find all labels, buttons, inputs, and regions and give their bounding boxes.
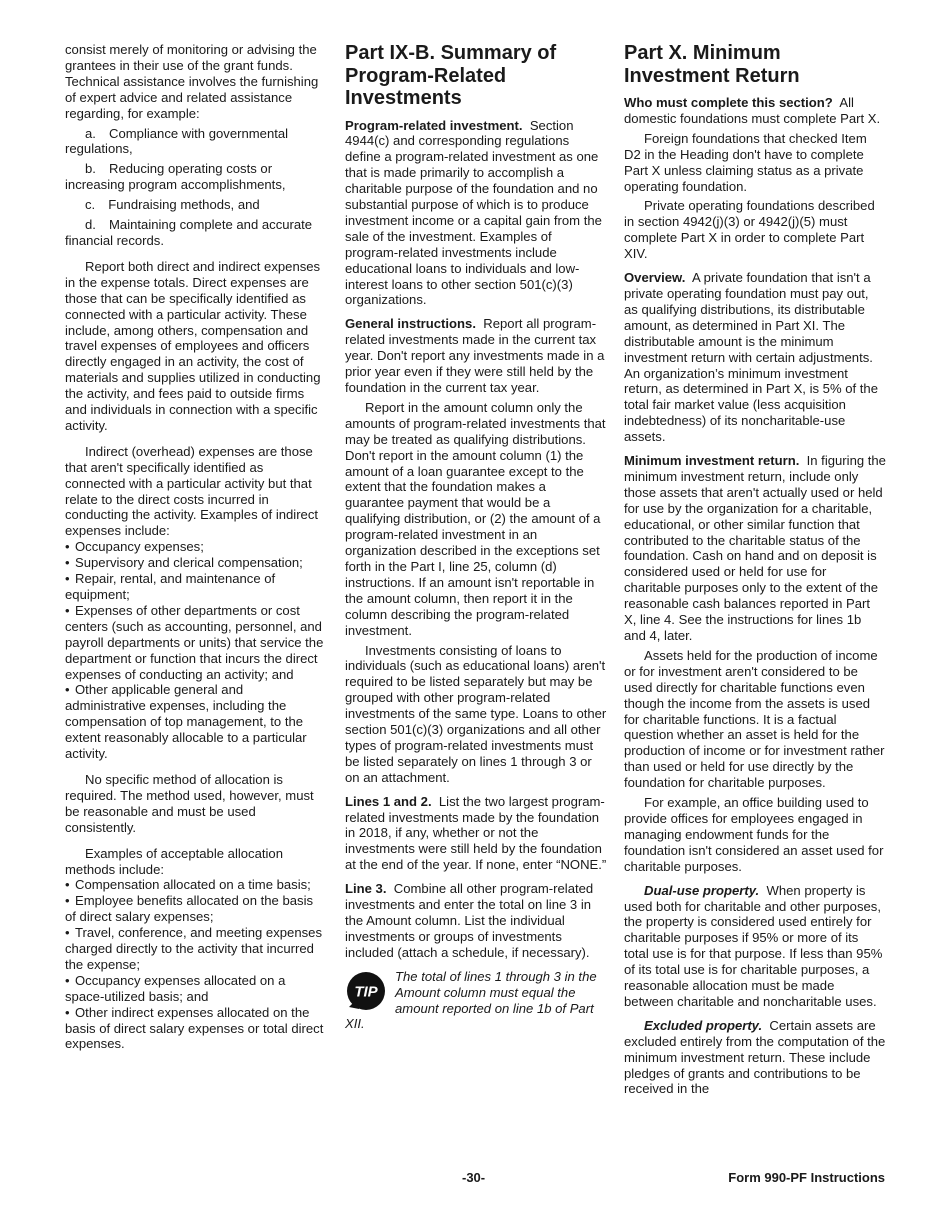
section-heading: Part IX-B. Summary of Program-Related Investments bbox=[345, 42, 557, 109]
bullet-item: • Occupancy expenses; bbox=[65, 539, 327, 555]
run-in-heading: Program-related investment. bbox=[345, 117, 523, 133]
paragraph: Line 3. Combine all other program-related investments and enter the total on line 3 in the Amount column. List the individual investments or groups of investments included (attach a schedule, if necessary). bbox=[345, 881, 594, 960]
list-item-c: c. Fundraising methods, and bbox=[85, 197, 260, 213]
bullet-item: • Compensation allocated on a time basis; bbox=[65, 877, 327, 893]
paragraph: Report both direct and indirect expenses in the expense totals. Direct expenses are those that can be specifically identified as connected with a particular activity. These include, among others, compensation and travel expenses of employees and officers directly engaged in an activity, the cost of materials and supplies utilized in conducting the activity, and fees paid to outside firms and individuals in connection with a specific activity. bbox=[65, 258, 321, 433]
run-in-heading: Overview. bbox=[624, 270, 686, 286]
tip-text: The total of lines 1 through 3 in the Amount column must equal the amount reported on line 1b of Part XII. bbox=[345, 968, 597, 1032]
run-in-heading: Lines 1 and 2. bbox=[345, 793, 432, 809]
paragraph: Dual-use property. When property is used both for charitable and other purposes, the property is considered used entirely for charitable purposes if 95% or more of its total use is for that purpose. If less than 95% of its total use is for charitable purposes, a reasonable allocation must be made between charitable and noncharitable uses. bbox=[624, 882, 883, 1009]
bullet-item: • Supervisory and clerical compensation; bbox=[65, 555, 327, 571]
paragraph: General instructions. Report all program-related investments made in the current tax year. Don't report any investments made in a prior year even if they were still held by the foundation in the current tax year. bbox=[345, 316, 605, 395]
bullet-item: • Other indirect expenses allocated on the basis of direct salary expenses or total direct expenses. bbox=[65, 1005, 327, 1053]
list-item-d: d. Maintaining complete and accurate financial records. bbox=[65, 217, 313, 248]
paragraph: Excluded property. Certain assets are excluded entirely from the computation of the minimum investment return. These include pledges of grants and contributions to be received in the bbox=[624, 1017, 886, 1097]
tip-box bbox=[345, 969, 607, 1033]
paragraph: Program-related investment. Section 4944(c) and corresponding regulations define a program-related investment as one that is made primarily to accomplish a charitable purpose of the foundation and no substantial purpose of which is to produce investment income or a capital gain from the sale of the investment. Examples of program-related investments include educational loans to individuals and low-interest loans to other section 501(c)(3) organizations. bbox=[345, 117, 602, 308]
paragraph: Foreign foundations that checked Item D2 in the Heading don't have to complete Part X unless claiming status as a private operating foundation. bbox=[624, 130, 867, 194]
column-right bbox=[624, 42, 886, 1097]
form-title: Form 990-PF Instructions bbox=[728, 1170, 885, 1185]
paragraph: Examples of acceptable allocation methods include: bbox=[65, 845, 283, 877]
list-item-b: b. Reducing operating costs or increasing program accomplishments, bbox=[65, 161, 286, 193]
paragraph: For example, an office building used to provide offices for employees engaged in managing endowment funds for the foundation isn't considered an asset used for charitable purposes. bbox=[624, 795, 884, 874]
bullet-item: • Expenses of other departments or cost centers (such as accounting, personnel, and payroll departments or units) that service the department or function that incurs the direct expenses of conducting an activity; and bbox=[65, 603, 327, 683]
run-in-heading: General instructions. bbox=[345, 316, 476, 332]
paragraph: Lines 1 and 2. List the two largest program-related investments made by the foundation in 2018, if any, whether or not the investments were still held by the foundation at the end of the year. If none, enter “NONE.” bbox=[345, 793, 607, 873]
list-item-a: a. Compliance with governmental regulations, bbox=[65, 125, 289, 157]
bullet-item: • Occupancy expenses allocated on a space-utilized basis; and bbox=[65, 973, 327, 1005]
run-in-heading: Line 3. bbox=[345, 881, 387, 897]
paragraph: Indirect (overhead) expenses are those that aren't specifically identified as connected with a particular activity but that relate to the direct costs incurred in conducting the activity. Examples of indirect expenses include: bbox=[65, 443, 319, 539]
bullet-item: • Travel, conference, and meeting expenses charged directly to the activity that incurred the expense; bbox=[65, 925, 327, 973]
tip-icon bbox=[345, 969, 387, 1013]
bullet-item: • Employee benefits allocated on the basis of direct salary expenses; bbox=[65, 893, 327, 925]
paragraph: consist merely of monitoring or advising the grantees in their use of the grant funds. Technical assistance involves the furnishing of expert advice and related assistance regarding, for example: bbox=[65, 42, 319, 121]
paragraph: Private operating foundations described in section 4942(j)(3) or 4942(j)(5) must complete Part X in order to complete Part XIV. bbox=[624, 198, 875, 262]
bullet-item: • Other applicable general and administrative expenses, including the compensation of top management, to the extent reasonably allocable to a particular activity. bbox=[65, 682, 327, 762]
run-in-heading: Who must complete this section? bbox=[624, 95, 833, 110]
run-in-heading: Excluded property. bbox=[644, 1017, 763, 1033]
column-middle bbox=[345, 42, 607, 1032]
run-in-heading: Minimum investment return. bbox=[624, 453, 800, 469]
paragraph: Minimum investment return. In figuring the minimum investment return, include only those assets that aren't actually used or held for use by the organization for a charitable, educational, or other similar function that contributed to the charitable status of the foundation. Cash on hand and on deposit is considered used or held for use for charitable purposes only to the extent of the reasonable cash balances reported in Part X, line 4. See the instructions for lines 1b and 4, later. bbox=[624, 453, 886, 643]
bullet-item: • Repair, rental, and maintenance of equipment; bbox=[65, 571, 327, 603]
column-left bbox=[65, 42, 327, 1052]
page-number: -30- bbox=[462, 1170, 486, 1185]
paragraph: Overview. A private foundation that isn't a private operating foundation must pay out, as qualifying distributions, its distributable amount, as determined in Part XI. The distributable amount is the minimum investment return with certain adjustments. An organization’s minimum investment return, as determined in Part X, is 5% of the total fair market value (less acquisition indebtedness) of its noncharitable-use assets. bbox=[624, 270, 878, 445]
paragraph: Who must complete this section? All domestic foundations must complete Part X. bbox=[624, 95, 881, 126]
section-heading: Part X. Minimum Investment Return bbox=[624, 42, 800, 87]
paragraph: No specific method of allocation is required. The method used, however, must be reasonable and must be used consistently. bbox=[65, 771, 314, 835]
paragraph: Investments consisting of loans to individuals (such as educational loans) aren't required to be listed separately but may be grouped with other program-related investments of the same type. Loans to other section 501(c)(3) organizations and all other types of program-related investments must be listed separately on lines 1 through 3 or on an attachment. bbox=[345, 642, 607, 785]
tip-icon-label: TIP bbox=[354, 983, 378, 1001]
paragraph: Assets held for the production of income or for investment aren't considered to be used directly for charitable functions even though the income from the assets is used for charitable functions. It is a factual question whether an asset is held for the production of income or for investment rather than used or held for use directly by the foundation for charitable purposes. bbox=[624, 647, 885, 791]
run-in-heading: Dual-use property. bbox=[644, 882, 760, 898]
paragraph: Report in the amount column only the amounts of program-related investments that may be treated as qualifying distributions. Don't report in the amount column (1) the amount of a loan guarantee except to the extent that the foundation makes a guarantee payment that would be a qualifying distribution, or (2) the amount of a program-related investment in an organization described in the exceptions set forth in the Part I, line 25, column (d) instructions. If an amount isn't reportable in the amount column, then report it in the column describing the program-related investment. bbox=[345, 399, 606, 638]
